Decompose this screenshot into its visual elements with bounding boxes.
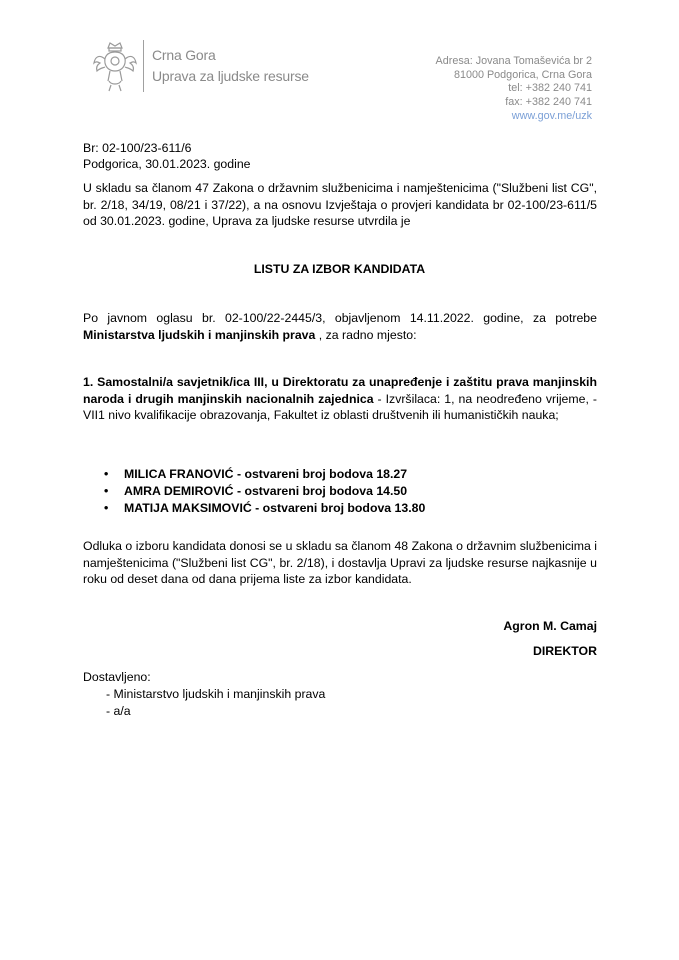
delivered-label: Dostavljeno:	[83, 670, 151, 684]
organization-name	[152, 45, 309, 87]
org-agency: Uprava za ljudske resurse	[152, 68, 309, 84]
bullet-icon: •	[104, 467, 109, 481]
list-item	[104, 500, 425, 517]
place-date: Podgorica, 30.01.2023. godine	[83, 157, 251, 171]
address-line: Adresa: Jovana Tomaševića br 2	[435, 55, 592, 67]
document-title: LISTU ZA IZBOR KANDIDATA	[253, 262, 426, 276]
conclusion-paragraph: Odluka o izboru kandidata donosi se u skladu sa članom 48 Zakona o državnim službenicima i namještenicima ("Službeni list CG", br. 2/18), i dostavlja Upravi za ljudske resurse najkasnije u roku od deset dana od dana prijema liste za izbor kandidata.	[83, 539, 597, 586]
list-item	[104, 483, 425, 500]
document-meta	[83, 140, 251, 172]
bullet-icon: •	[104, 484, 109, 498]
oglas-text: Po javnom oglasu br. 02-100/22-2445/3, objavljenom 14.11.2022. godine, za potrebe	[83, 311, 597, 325]
candidate-entry: AMRA DEMIROVIĆ - ostvareni broj bodova 14.50	[124, 484, 408, 498]
candidate-entry: MATIJA MAKSIMOVIĆ - ostvareni broj bodova 13.80	[124, 501, 426, 515]
list-item: - Ministarstvo ljudskih i manjinskih prava	[106, 687, 326, 701]
signatory-name: Agron M. Camaj	[503, 619, 597, 633]
recipient-list	[106, 686, 325, 719]
website-link[interactable]: www.gov.me/uzk	[511, 109, 592, 122]
oglas-suffix: , za radno mjesto:	[315, 327, 417, 342]
city-line: 81000 Podgorica, Crna Gora	[453, 68, 592, 81]
tel-line: tel: +382 240 741	[508, 82, 592, 95]
candidate-list	[104, 466, 425, 517]
ministry-name: Ministarstva ljudskih i manjinskih prava	[83, 327, 316, 342]
oglas-paragraph	[83, 310, 597, 343]
signatory-role: DIREKTOR	[533, 644, 597, 658]
org-country: Crna Gora	[152, 47, 216, 63]
position-title: 1. Samostalni/a savjetnik/ica III, u Direktoratu za unapređenje i zaštitu prava manjinskih naroda i drugih manjinskih nacionalnih zajednica	[83, 375, 597, 406]
list-item: - a/a	[106, 703, 131, 718]
intro-paragraph: U skladu sa članom 47 Zakona o državnim službenicima i namještenicima ("Službeni list CG", br. 2/18, 34/19, 08/21 i 37/22), a na osnovu Izvještaja o provjeri kandidata br 02-100/23-611/5 od 30.01.2023. godine, Uprava za ljudske resurse utvrdila je	[83, 181, 597, 228]
position-paragraph	[83, 374, 597, 424]
fax-line: fax: +382 240 741	[505, 96, 592, 109]
list-item	[104, 466, 425, 483]
reference-number: Br: 02-100/23-611/6	[83, 141, 192, 155]
position-details: - Izvršilaca: 1, na neodređeno vrijeme, - VII1 nivo kvalifikacije obrazovanja, Fakultet iz oblasti društvenih ili humanističkih nauka;	[83, 391, 597, 422]
header-divider	[143, 40, 144, 92]
coat-of-arms-logo	[92, 41, 138, 93]
candidate-entry: MILICA FRANOVIĆ - ostvareni broj bodova 18.27	[124, 467, 408, 481]
bullet-icon: •	[104, 501, 109, 515]
contact-block	[436, 55, 592, 124]
